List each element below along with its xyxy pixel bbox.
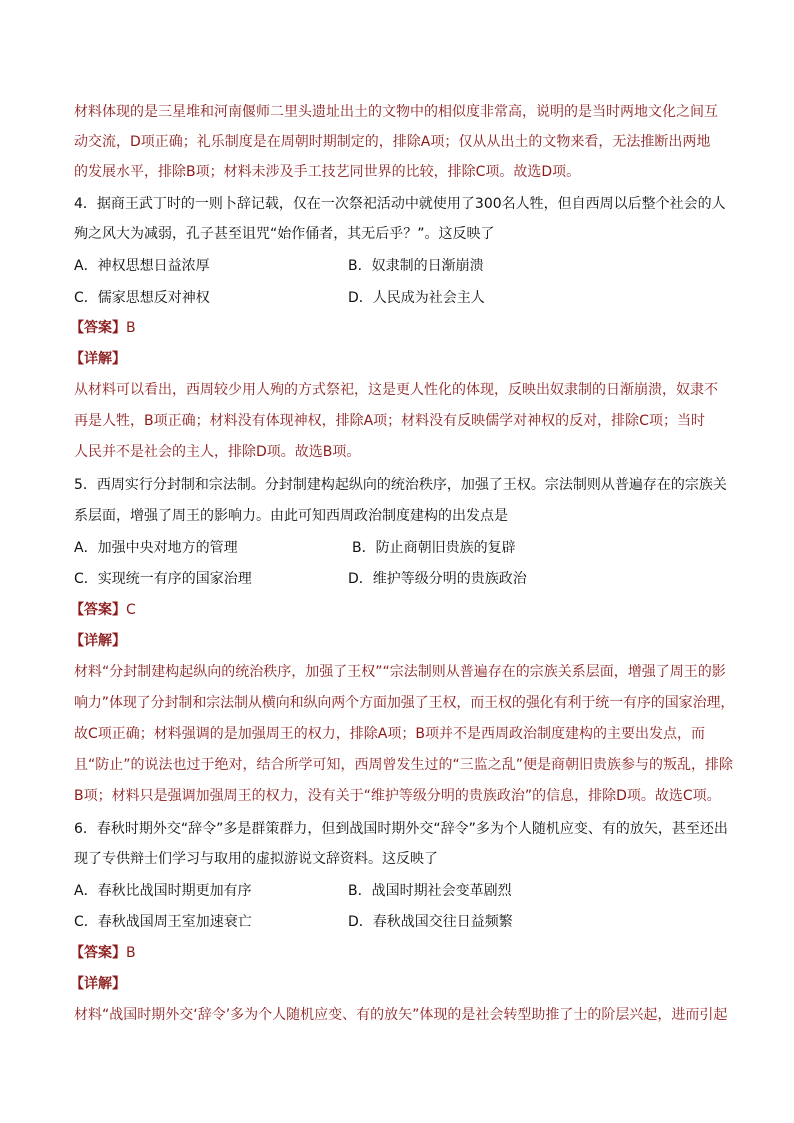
question-5-stem: 系层面，增强了周王的影响力。由此可知西周政治制度建构的出发点是 — [74, 508, 508, 524]
question-4-stem: 殉之风大为减弱，孔子甚至诅咒“始作俑者，其无后乎？”。这反映了 — [74, 226, 495, 242]
question-5-detail: 响力”体现了分封制和宗法制从横向和纵向两个方面加强了王权，而王权的强化有利于统一有序的国家治理， — [74, 695, 735, 711]
question-5-detail-label — [70, 631, 126, 651]
intro-line: 材料体现的是三星堆和河南偃师二里头遗址出土的文物中的相似度非常高，说明的是当时两地文化之间互 — [74, 104, 718, 120]
question-4-option-d: D．人民成为社会主人 — [348, 290, 485, 306]
detail-label: 【详解】 — [70, 976, 126, 992]
question-4-option-a: A．神权思想日益浓厚 — [74, 258, 210, 274]
question-4-option-b: B．奴隶制的日渐崩溃 — [348, 258, 484, 274]
detail-label: 【详解】 — [70, 351, 126, 367]
question-4-detail-label — [70, 349, 126, 369]
question-6-option-c: C．春秋战国周王室加速衰亡 — [74, 914, 252, 930]
question-5-option-b: B．防止商朝旧贵族的复辟 — [352, 540, 516, 556]
question-4-answer — [70, 318, 136, 338]
answer-value: B — [126, 320, 136, 336]
question-6-detail: 材料“战国时期外交‘辞令’多为个人随机应变、有的放矢”体现的是社会转型助推了士的阶层兴起，进而引起 — [74, 1007, 728, 1023]
detail-label: 【详解】 — [70, 633, 126, 649]
answer-label: 【答案】 — [70, 602, 126, 618]
question-5-option-a: A．加强中央对地方的管理 — [74, 540, 238, 556]
question-6-option-d: D．春秋战国交往日益频繁 — [348, 914, 513, 930]
question-6-stem: 6．春秋时期外交“辞令”多是群策群力，但到战国时期外交“辞令”多为个人随机应变、有的放矢，甚至还出 — [74, 821, 728, 837]
question-5-detail: 故C项正确；材料强调的是加强周王的权力，排除A项；B项并不是西周政治制度建构的主要出发点，而 — [74, 726, 705, 742]
question-4-option-c: C．儒家思想反对神权 — [74, 290, 210, 306]
question-4-detail: 再是人牲，B项正确；材料没有体现神权，排除A项；材料没有反映儒学对神权的反对，排除C项；当时 — [74, 413, 705, 429]
question-5-option-d: D．维护等级分明的贵族政治 — [348, 571, 527, 587]
intro-line: 动交流，D项正确；礼乐制度是在周朝时期制定的，排除A项；仅从从出土的文物来看，无法推断出两地 — [74, 134, 711, 150]
question-6-detail-label — [70, 974, 126, 994]
question-5-detail: 且“防止”的说法也过于绝对，结合所学可知，西周曾发生过的“三监之乱”便是商朝旧贵族参与的叛乱，排除 — [74, 757, 734, 773]
intro-line: 的发展水平，排除B项；材料未涉及手工技艺同世界的比较，排除C项。故选D项。 — [74, 164, 581, 180]
question-6-answer — [70, 943, 136, 963]
question-5-detail: 材料“分封制建构起纵向的统治秩序，加强了王权”“宗法制则从普遍存在的宗族关系层面，增强了周王的影 — [74, 664, 726, 680]
question-6-option-b: B．战国时期社会变革剧烈 — [348, 883, 512, 899]
question-5-detail: B项；材料只是强调加强周王的权力，没有关于“维护等级分明的贵族政治”的信息，排除D项。故选C项。 — [74, 788, 721, 804]
question-5-answer — [70, 600, 136, 620]
answer-label: 【答案】 — [70, 945, 126, 961]
answer-value: B — [126, 945, 136, 961]
question-6-stem: 现了专供辩士们学习与取用的虚拟游说文辞资料。这反映了 — [74, 851, 438, 867]
question-4-detail: 从材料可以看出，西周较少用人殉的方式祭祀，这是更人性化的体现，反映出奴隶制的日渐崩溃，奴隶不 — [74, 382, 718, 398]
question-5-option-c: C．实现统一有序的国家治理 — [74, 571, 252, 587]
question-5-stem: 5．西周实行分封制和宗法制。分封制建构起纵向的统治秩序，加强了王权。宗法制则从普遍存在的宗族关 — [74, 477, 727, 493]
answer-label: 【答案】 — [70, 320, 126, 336]
question-4-stem: 4．据商王武丁时的一则卜辞记载，仅在一次祭祀活动中就使用了300名人牲，但自西周以后整个社会的人 — [74, 196, 726, 212]
answer-value: C — [126, 602, 136, 618]
question-6-option-a: A．春秋比战国时期更加有序 — [74, 883, 252, 899]
question-4-detail: 人民并不是社会的主人，排除D项。故选B项。 — [74, 444, 361, 460]
